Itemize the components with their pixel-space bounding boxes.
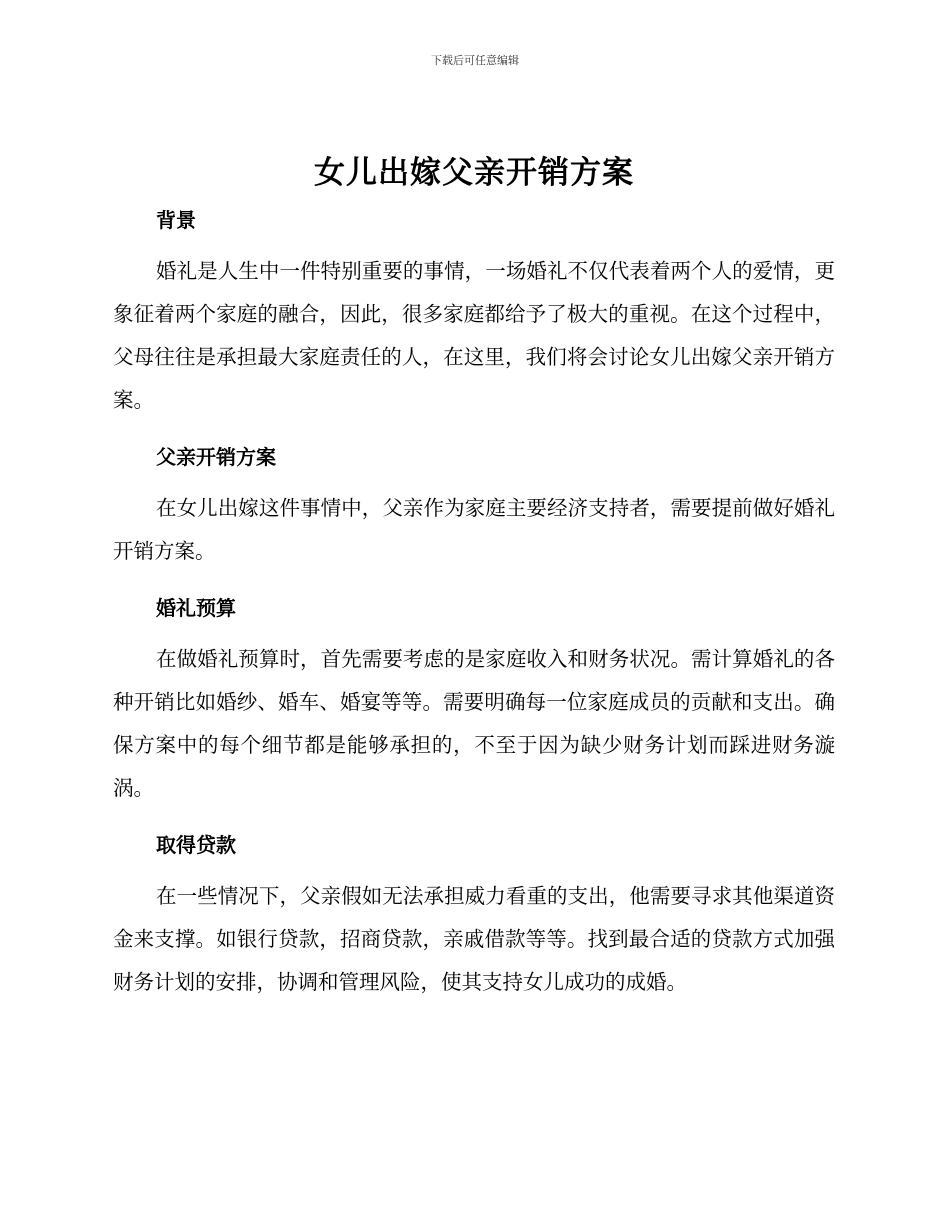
section-paragraph-background: 婚礼是人生中一件特别重要的事情，一场婚礼不仅代表着两个人的爱情，更象征着两个家庭的融合，因此，很多家庭都给予了极大的重视。在这个过程中，父母往往是承担最大家庭责任的人，在这里，我们将会讨论女儿出嫁父亲开销方案。 [113,259,835,412]
section-heading-background: 背景 [156,208,196,232]
section-heading-loans: 取得贷款 [156,833,236,857]
document-title: 女儿出嫁父亲开销方案 [314,155,634,191]
spacer [113,867,835,875]
spacer [113,810,835,823]
section-heading-father-plan: 父亲开销方案 [156,445,276,469]
spacer [113,573,835,586]
spacer [113,242,835,250]
section-paragraph-loans: 在一些情况下，父亲假如无法承担威力看重的支出，他需要寻求其他渠道资金来支撑。如银行贷款，招商贷款，亲戚借款等等。找到最合适的贷款方式加强财务计划的安排，协调和管理风险，使其支持女儿成功的成婚。 [113,884,835,994]
page-header-note: 下载后可任意编辑 [431,54,519,67]
spacer [113,630,835,638]
spacer [113,422,835,435]
spacer [113,479,835,487]
document-body [113,148,835,1004]
section-paragraph-wedding-budget: 在做婚礼预算时，首先需要考虑的是家庭收入和财务状况。需计算婚礼的各种开销比如婚纱、婚车、婚宴等等。需要明确每一位家庭成员的贡献和支出。确保方案中的每个细节都是能够承担的，不至于因为缺少财务计划而踩进财务漩涡。 [113,647,835,800]
section-heading-wedding-budget: 婚礼预算 [156,596,236,620]
section-paragraph-father-plan: 在女儿出嫁这件事情中，父亲作为家庭主要经济支持者，需要提前做好婚礼开销方案。 [113,496,835,563]
